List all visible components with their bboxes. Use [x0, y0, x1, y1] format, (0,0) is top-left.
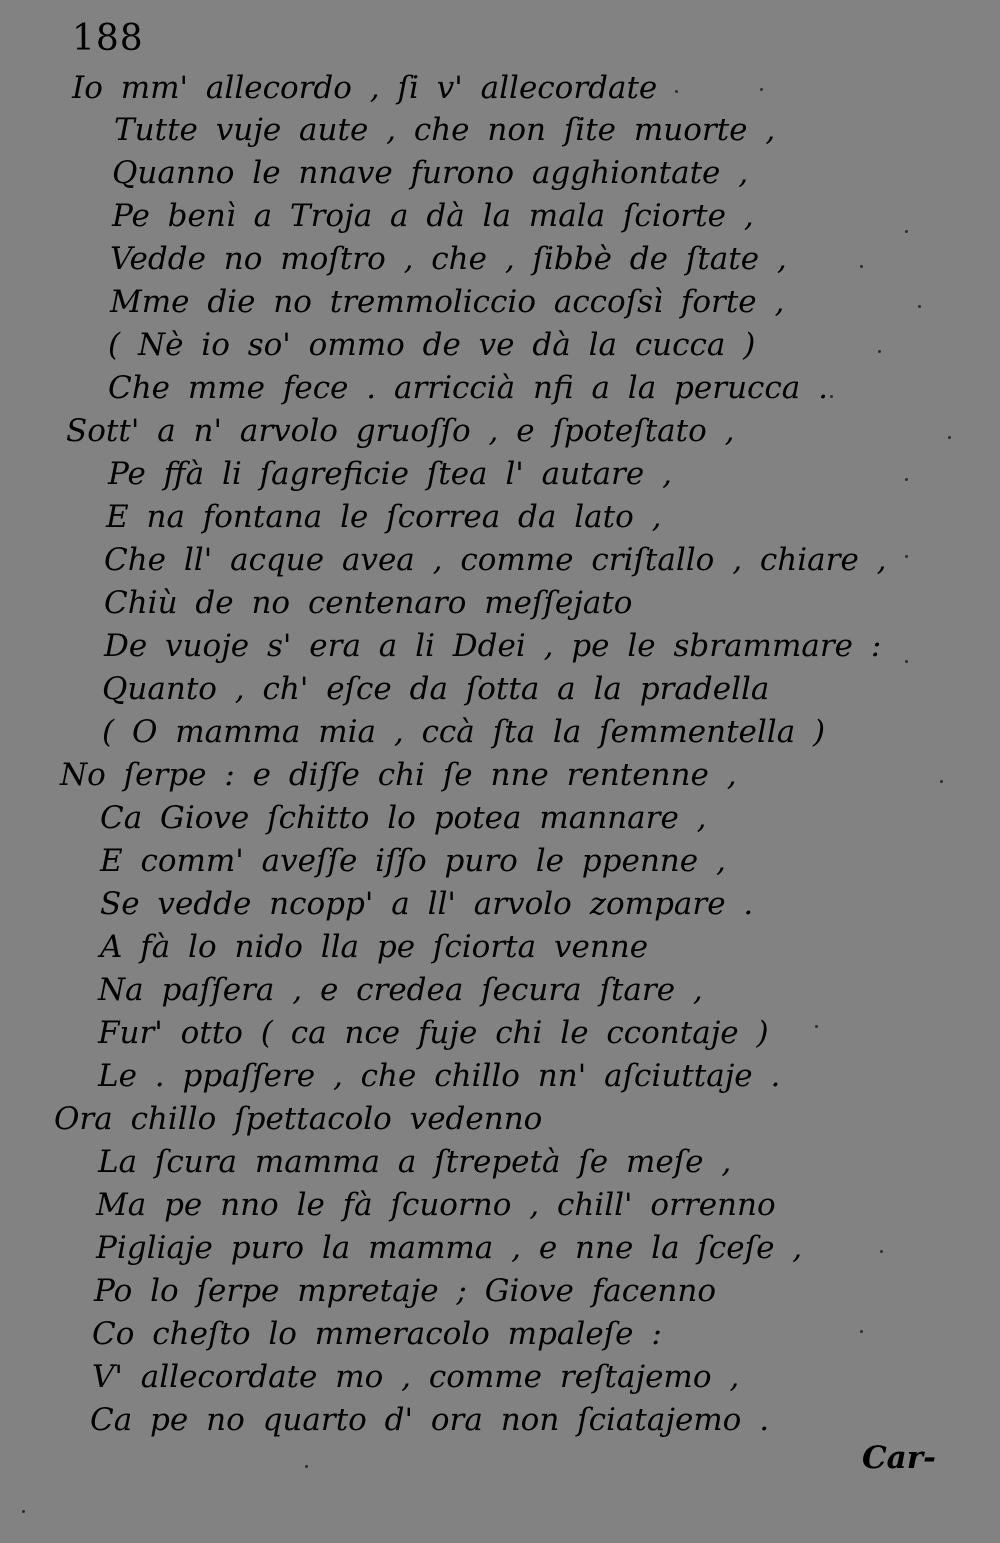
speck: [878, 350, 881, 353]
verse-line: No ſerpe : e diſſe chi ſe nne rentenne ,: [60, 757, 737, 793]
verse-line: Chiù de no centenaro meſſejato: [104, 585, 633, 621]
verse-line: Io mm' allecordo , ſi v' allecordate: [72, 70, 658, 106]
speck: [675, 90, 678, 93]
verse-line: Vedde no moſtro , che , ſibbè de ſtate ,: [110, 241, 787, 277]
verse-line: Quanto , ch' eſce da ſotta a la pradella: [102, 671, 770, 707]
verse-line: V' allecordate mo , comme reſtajemo ,: [92, 1359, 740, 1395]
speck: [880, 1250, 883, 1253]
speck: [830, 395, 833, 398]
speck: [760, 88, 763, 91]
speck: [905, 660, 908, 663]
verse-line: Le . ppaſſere , che chillo nn' aſciuttaje .: [98, 1058, 781, 1094]
verse-line: E comm' aveſſe iſſo puro le ppenne ,: [100, 843, 726, 879]
verse-line: Ora chillo ſpettacolo vedenno: [54, 1101, 543, 1137]
verse-line: Fur' otto ( ca nce fuje chi le ccontaje ): [98, 1015, 769, 1051]
verse-line: A fà lo nido lla pe ſciorta venne: [100, 929, 649, 965]
page-number: 188: [72, 18, 144, 59]
catchword: Car-: [862, 1440, 936, 1476]
speck: [305, 1465, 308, 1468]
verse-line: La ſcura mamma a ſtrepetà ſe meſe ,: [98, 1144, 732, 1180]
verse-line: E na fontana le ſcorrea da lato ,: [106, 499, 662, 535]
verse-line: De vuoje s' era a li Ddei , pe le sbrammare :: [104, 628, 882, 664]
speck: [918, 305, 921, 308]
verse-line: Sott' a n' arvolo gruoſſo , e ſpoteſtato ,: [66, 413, 735, 449]
verse-line: Quanno le nnave furono agghiontate ,: [112, 155, 749, 191]
verse-line: Che mme fece . arriccià nfi a la perucca .: [108, 370, 828, 406]
verse-line: Po lo ſerpe mpretaje ; Giove facenno: [94, 1273, 716, 1309]
verse-line: Na paſſera , e credea ſecura ſtare ,: [98, 972, 703, 1008]
speck: [815, 1025, 818, 1028]
verse-line: Pe ffà li ſagreficie ſtea l' autare ,: [108, 456, 672, 492]
speck: [860, 1330, 863, 1333]
verse-line: Tutte vuje aute , che non ſite muorte ,: [114, 112, 776, 148]
speck: [905, 478, 908, 481]
verse-line: Se vedde ncopp' a ll' arvolo zompare .: [100, 886, 754, 922]
speck: [948, 436, 951, 439]
verse-line: Ca Giove ſchitto lo potea mannare ,: [100, 800, 707, 836]
verse-line: Co cheſto lo mmeracolo mpaleſe :: [92, 1316, 662, 1352]
speck: [905, 230, 908, 233]
verse-line: Ma pe nno le fà ſcuorno , chill' orrenno: [96, 1187, 776, 1223]
speck: [860, 265, 863, 268]
verse-line: Ca pe no quarto d' ora non ſciatajemo .: [90, 1402, 770, 1438]
speck: [905, 555, 908, 558]
verse-line: Pe benì a Troja a dà la mala ſciorte ,: [112, 198, 754, 234]
speck: [22, 1510, 25, 1513]
verse-line: Che ll' acque avea , comme criſtallo , chiare ,: [104, 542, 887, 578]
speck: [940, 780, 943, 783]
verse-line: ( Nè io so' ommo de ve dà la cucca ): [108, 327, 756, 363]
verse-line: Mme die no tremmoliccio accoſsì forte ,: [110, 284, 785, 320]
verse-line: Pigliaje puro la mamma , e nne la ſceſe ,: [96, 1230, 803, 1266]
verse-line: ( O mamma mia , ccà ſta la ſemmentella ): [102, 714, 826, 750]
